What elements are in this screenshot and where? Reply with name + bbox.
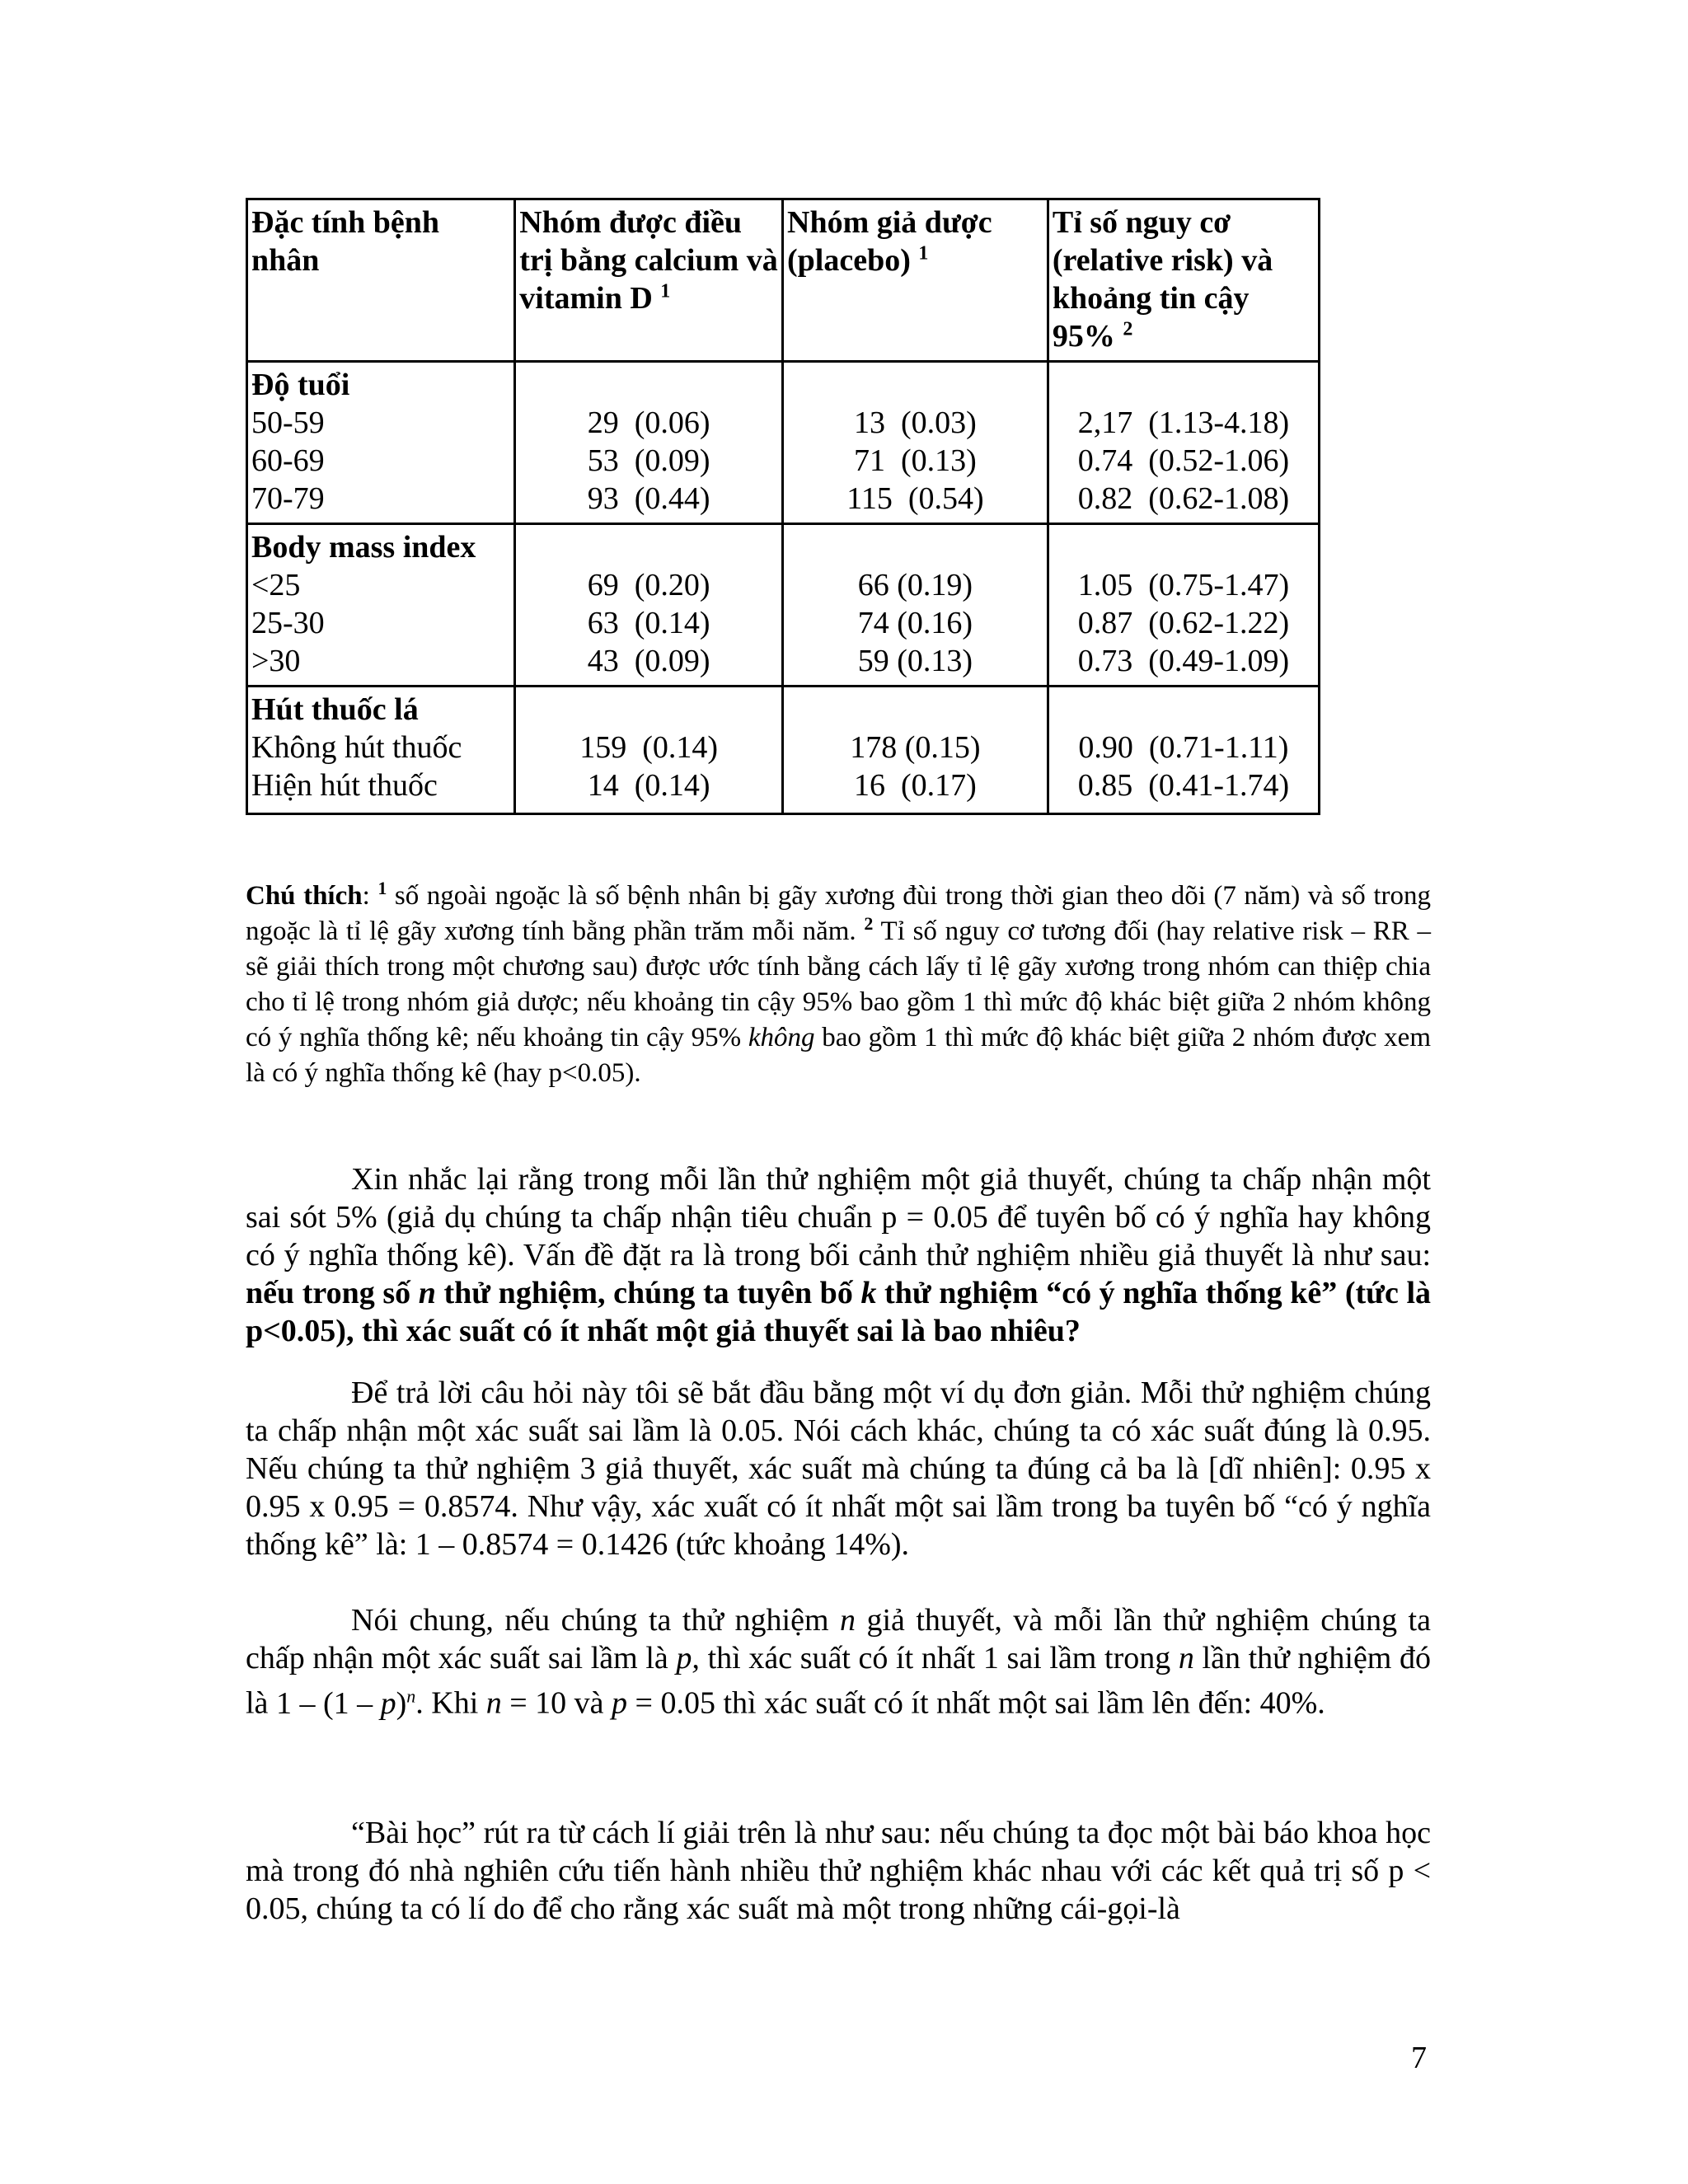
footnote-marker: 2 (1123, 318, 1133, 340)
group-value-cell (783, 687, 1048, 814)
group-title: Body mass index (251, 530, 476, 565)
table-cell: 59 (0.13) (857, 644, 973, 678)
table-cell: Không hút thuốc (251, 730, 462, 765)
table-cell: 50-59 (251, 405, 325, 440)
footnote-italic-text: không (748, 1023, 815, 1052)
table-cell: Hiện hút thuốc (251, 768, 438, 803)
table-cell: 63 (0.14) (587, 606, 710, 640)
header-cell (247, 199, 515, 362)
footnote-marker: 1 (918, 242, 929, 265)
footnote-marker: 1 (660, 280, 671, 302)
table-cell: 0.74 (0.52-1.06) (1077, 443, 1290, 478)
paragraph-text: Để trả lời câu hỏi này tôi sẽ bắt đầu bằng một ví dụ đơn giản. Mỗi thử nghiệm chúng ta chấp nhận một xác suất sai lầm là 0.05. Nói cách khác, chúng ta có xác suất đúng là 0.95. Nếu chúng ta thử nghiệm 3 giả thuyết, xác suất mà chúng ta đúng cả ba là [dĩ nhiên]: 0.95 x 0.95 x 0.95 = 0.8574. Như vậy, xác xuất có ít nhất một sai lầm trong ba tuyên bố “có ý nghĩa thống kê” là: 1 – 0.8574 = 0.1426 (tức khoảng 14%). (246, 1376, 1431, 1562)
table-header-row (247, 199, 1320, 362)
header-cell (515, 199, 783, 362)
table-cell: 16 (0.17) (854, 768, 977, 803)
table-cell: 2,17 (1.13-4.18) (1077, 405, 1290, 440)
paragraph-bold-text: nếu trong số n thử nghiệm, chúng ta tuyên bố k thử nghiệm “có ý nghĩa thống kê” (tức là p<0.05), thì xác suất có ít nhất một giả thuyết sai là bao nhiêu? (246, 1276, 1432, 1348)
group-value-cell (515, 687, 783, 814)
table-cell: 60-69 (251, 443, 325, 478)
footnote-text: bao gồm 1 thì mức độ khác biệt giữa 2 nhóm được xem là có ý nghĩa thống kê (hay p<0.05). (246, 1023, 1431, 1088)
table-cell: 0.90 (0.71-1.11) (1078, 730, 1289, 765)
page-number: 7 (1411, 2041, 1427, 2075)
paragraph: Nói chung, nếu chúng ta thử nghiệm n giả thuyết, và mỗi lần thử nghiệm chúng ta chấp nhận một xác suất sai lầm là p, thì xác suất có ít nhất 1 sai lầm trong n lần thử nghiệm đó là 1 – (1 – p)$^n$. Khi n = 10 và p = 0.05 thì xác suất có ít nhất một sai lầm lên đến: 40%. (246, 1603, 1432, 1721)
header-text: Nhóm giả dược (placebo) (787, 205, 992, 278)
table-footnote: Chú thích: $^1$ số ngoài ngoặc là số bệnh nhân bị gãy xương đùi trong thời gian theo dõi (7 năm) và số trong ngoặc là tỉ lệ gãy xương tính bằng phần trăm mỗi năm. $^2$ Tỉ số nguy cơ tương đối (hay relative risk – RR – sẽ giải thích trong một chương sau) được ước tính bằng cách lấy tỉ lệ gãy xương trong nhóm can thiệp chia cho tỉ lệ trong nhóm giả dược; nếu khoảng tin cậy 95% bao gồm 1 thì mức độ khác biệt giữa 2 nhóm không có ý nghĩa thống kê; nếu khoảng tin cậy 95% không bao gồm 1 thì mức độ khác biệt giữa 2 nhóm được xem là có ý nghĩa thống kê (hay p<0.05). (246, 878, 1431, 1088)
table-cell: 69 (0.20) (587, 568, 710, 602)
group-title: Hút thuốc lá (251, 692, 419, 727)
table-cell: >30 (251, 644, 301, 678)
group-value-cell (515, 524, 783, 687)
table-cell: 70-79 (251, 481, 325, 516)
group-value-cell (783, 524, 1048, 687)
paragraph (246, 1814, 1431, 1928)
group-value-cell (1048, 687, 1319, 814)
table-cell: 29 (0.06) (587, 405, 710, 440)
table-cell: 1.05 (0.75-1.47) (1077, 568, 1290, 602)
table-cell: 159 (0.14) (579, 730, 719, 765)
table-cell: 0.82 (0.62-1.08) (1077, 481, 1290, 516)
table-cell: 0.73 (0.49-1.09) (1077, 644, 1290, 678)
table-cell: 0.87 (0.62-1.22) (1077, 606, 1290, 640)
table-cell: 66 (0.19) (857, 568, 973, 602)
table-cell: 0.85 (0.41-1.74) (1077, 768, 1290, 803)
group-value-cell (1048, 362, 1319, 524)
header-cell (783, 199, 1048, 362)
table-cell: 178 (0.15) (850, 730, 981, 765)
table-cell: 13 (0.03) (854, 405, 977, 440)
formula: 1 – (1 – p)$^n$ (275, 1685, 416, 1721)
footnote-marker: 1 (377, 878, 387, 898)
data-table (246, 198, 1320, 815)
table-cell: 74 (0.16) (857, 606, 973, 640)
group-label-cell (247, 524, 515, 687)
paragraph (246, 1374, 1431, 1563)
paragraph-text: Xin nhắc lại rằng trong mỗi lần thử nghiệm một giả thuyết, chúng ta chấp nhận một sai sót 5% (giả dụ chúng ta chấp nhận tiêu chuẩn p = 0.05 để tuyên bố có ý nghĩa hay không có ý nghĩa thống kê). Vấn đề đặt ra là trong bối cảnh thử nghiệm nhiều giả thuyết là như sau: (246, 1162, 1431, 1272)
table-cell: 71 (0.13) (854, 443, 977, 478)
table-cell: 14 (0.14) (587, 768, 710, 803)
table-cell: 53 (0.09) (587, 443, 710, 478)
footnote-label: Chú thích (246, 881, 363, 911)
footnote-marker: 2 (864, 913, 874, 934)
table-cell: 43 (0.09) (587, 644, 710, 678)
paragraph-text: “Bài học” rút ra từ cách lí giải trên là như sau: nếu chúng ta đọc một bài báo khoa học mà trong đó nhà nghiên cứu tiến hành nhiều thử nghiệm khác nhau với các kết quả trị số p < 0.05, chúng ta có lí do để cho rằng xác suất mà một trong những cái-gọi-là (246, 1816, 1431, 1926)
table-cell: 115 (0.54) (846, 481, 984, 516)
group-value-cell (515, 362, 783, 524)
table-group-row (247, 524, 1320, 687)
footnote-text: số ngoài ngoặc là số bệnh nhân bị gãy xương đùi trong thời gian theo dõi (7 năm) và số trong ngoặc là tỉ lệ gãy xương tính bằng phần trăm mỗi năm. (246, 881, 1431, 946)
footnote-text: Tỉ số nguy cơ tương đối (hay relative risk – RR – sẽ giải thích trong một chương sau) được ước tính bằng cách lấy tỉ lệ gãy xương trong nhóm can thiệp chia cho tỉ lệ trong nhóm giả dược; nếu khoảng tin cậy 95% bao gồm 1 thì mức độ khác biệt giữa 2 nhóm không có ý nghĩa thống kê; nếu khoảng tin cậy 95% (246, 916, 1431, 1052)
header-text: Nhóm được điều trị bằng calcium và vitamin D (519, 205, 778, 316)
group-value-cell (1048, 524, 1319, 687)
header-text: Đặc tính bệnh nhân (251, 205, 440, 278)
table-cell: <25 (251, 568, 301, 602)
table-group-row (247, 362, 1320, 524)
paragraph (246, 1160, 1431, 1350)
group-value-cell (783, 362, 1048, 524)
group-title: Độ tuổi (251, 368, 350, 402)
table-group-row (247, 687, 1320, 814)
header-text: Tỉ số nguy cơ (relative risk) và khoảng tin cậy 95% (1052, 205, 1273, 354)
table-cell: 93 (0.44) (587, 481, 710, 516)
table-cell: 25-30 (251, 606, 325, 640)
header-cell (1048, 199, 1319, 362)
group-label-cell (247, 362, 515, 524)
group-label-cell (247, 687, 515, 814)
